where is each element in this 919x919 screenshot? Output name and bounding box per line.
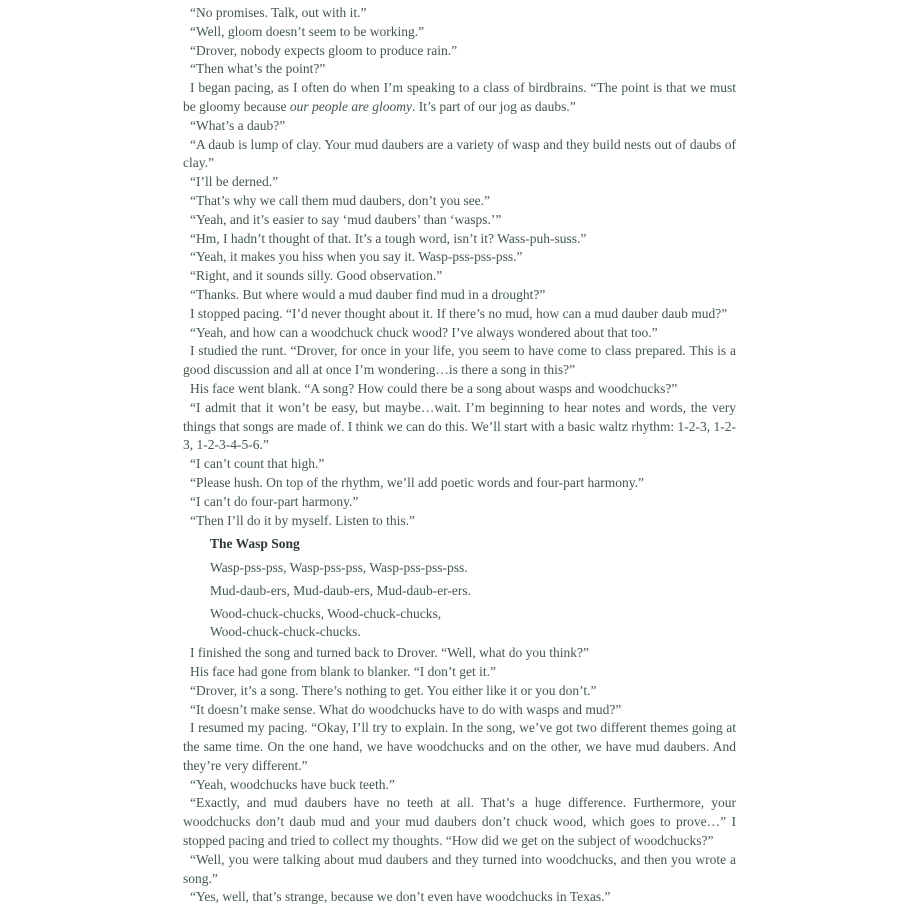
text-segment: “Right, and it sounds silly. Good observation.”	[190, 268, 443, 284]
text-segment: “Then what’s the point?”	[190, 61, 326, 77]
text-segment: “What’s a daub?”	[190, 117, 286, 133]
paragraph	[183, 399, 736, 455]
text-segment: “Well, you were talking about mud daubers and they turned into woodchucks, and then you wrote a song.”	[183, 851, 736, 886]
paragraph	[183, 211, 736, 230]
text-segment: I resumed my pacing. “Okay, I’ll try to explain. In the song, we’ve got two different themes going at the same time. On the one hand, we have woodchucks and on the other, we have mud daubers. And they’re very different.”	[183, 720, 736, 773]
paragraph	[183, 682, 736, 701]
stanza-line: Wood-chuck-chuck-chucks.	[210, 623, 361, 639]
text-segment: “A daub is lump of clay. Your mud daubers are a variety of wasp and they build nests out of daubs of clay.”	[183, 136, 736, 171]
text-segment: “Well, gloom doesn’t seem to be working.”	[190, 23, 425, 39]
stanza-line: Wasp-pss-pss, Wasp-pss-pss, Wasp-pss-pss-pss.	[210, 560, 468, 576]
text-segment: “I can’t do four-part harmony.”	[190, 493, 359, 509]
text-segment: I began pacing, as I often do when I’m speaking to a class of birdbrains. “The point is that we must be gloomy because	[183, 80, 736, 114]
paragraph	[183, 719, 736, 775]
paragraph	[183, 42, 736, 61]
book-page	[183, 4, 736, 907]
song-stanza	[210, 559, 736, 577]
song-stanza	[210, 582, 736, 600]
paragraph	[183, 512, 736, 531]
text-segment: “That’s why we call them mud daubers, don’t you see.”	[190, 192, 491, 208]
paragraph	[183, 493, 736, 512]
text-segment: His face had gone from blank to blanker. “I don’t get it.”	[190, 663, 497, 679]
text-segment: “Drover, it’s a song. There’s nothing to get. You either like it or you don’t.”	[190, 682, 597, 698]
paragraph	[183, 60, 736, 79]
paragraph	[183, 644, 736, 663]
text-segment: His face went blank. “A song? How could there be a song about wasps and woodchucks?”	[190, 380, 678, 396]
text-segment: “No promises. Talk, out with it.”	[190, 5, 367, 20]
paragraph	[183, 663, 736, 682]
italic-text: our people are gloomy	[289, 98, 412, 114]
paragraph	[183, 324, 736, 343]
text-segment: I finished the song and turned back to Drover. “Well, what do you think?”	[190, 645, 589, 661]
text-segment: “Yeah, woodchucks have buck teeth.”	[190, 776, 395, 792]
text-segment: I studied the runt. “Drover, for once in your life, you seem to have come to class prepared. This is a good discussion and all at once I’m wondering…is there a song in this?”	[183, 343, 736, 378]
song-title: The Wasp Song	[210, 536, 300, 552]
paragraph	[183, 305, 736, 324]
paragraph	[183, 474, 736, 493]
paragraph	[183, 117, 736, 136]
paragraph	[183, 23, 736, 42]
text-segment: “I’ll be derned.”	[190, 174, 279, 190]
paragraph	[183, 851, 736, 889]
text-segment: “Yeah, and it’s easier to say ‘mud daubers’ than ‘wasps.’”	[190, 211, 502, 227]
paragraph	[183, 267, 736, 286]
stanza-line: Mud-daub-ers, Mud-daub-ers, Mud-daub-er-ers.	[210, 583, 472, 599]
song-stanza	[210, 605, 736, 640]
paragraph	[183, 888, 736, 907]
text-segment: “Yes, well, that’s strange, because we don’t even have woodchucks in Texas.”	[190, 889, 611, 905]
paragraph	[183, 4, 736, 23]
paragraph	[183, 701, 736, 720]
paragraph	[183, 192, 736, 211]
text-segment: “Hm, I hadn’t thought of that. It’s a tough word, isn’t it? Wass-puh-suss.”	[190, 230, 587, 246]
text-segment: “Then I’ll do it by myself. Listen to this.”	[190, 512, 415, 528]
text-segment: “Yeah, and how can a woodchuck chuck wood? I’ve always wondered about that too.”	[190, 324, 658, 340]
paragraph	[183, 173, 736, 192]
paragraph	[183, 776, 736, 795]
text-segment: “Thanks. But where would a mud dauber find mud in a drought?”	[190, 286, 546, 302]
paragraph	[183, 794, 736, 850]
paragraph	[183, 248, 736, 267]
paragraph	[183, 79, 736, 117]
paragraph	[183, 455, 736, 474]
paragraph	[183, 286, 736, 305]
paragraph	[183, 136, 736, 174]
text-segment: . It’s part of our jog as daubs.”	[411, 98, 576, 114]
paragraph	[183, 380, 736, 399]
text-segment: “Drover, nobody expects gloom to produce rain.”	[190, 42, 458, 58]
text-segment: “Please hush. On top of the rhythm, we’ll add poetic words and four-part harmony.”	[190, 474, 644, 490]
text-segment: “It doesn’t make sense. What do woodchucks have to do with wasps and mud?”	[190, 701, 622, 717]
paragraph	[183, 230, 736, 249]
text-segment: “I can’t count that high.”	[190, 456, 325, 472]
text-segment: I stopped pacing. “I’d never thought about it. If there’s no mud, how can a mud dauber daub mud?”	[190, 305, 728, 321]
text-segment: “Yeah, it makes you hiss when you say it. Wasp-pss-pss-pss.”	[190, 249, 523, 265]
paragraph	[183, 342, 736, 380]
stanza-line: Wood-chuck-chucks, Wood-chuck-chucks,	[210, 606, 442, 622]
text-segment: “Exactly, and mud daubers have no teeth at all. That’s a huge difference. Furthermore, your woodchucks don’t daub mud and your mud daubers don’t chuck wood, which goes to prove…” I stopped pacing and tried to collect my thoughts. “How did we get on the subject of woodchucks?”	[183, 795, 736, 849]
text-segment: “I admit that it won’t be easy, but maybe…wait. I’m beginning to hear notes and words, the very things that songs are made of. I think we can do this. We’ll start with a basic waltz rhythm: 1-2-3, 1-2-3, 1-2-3-4-5-6.”	[183, 399, 736, 453]
